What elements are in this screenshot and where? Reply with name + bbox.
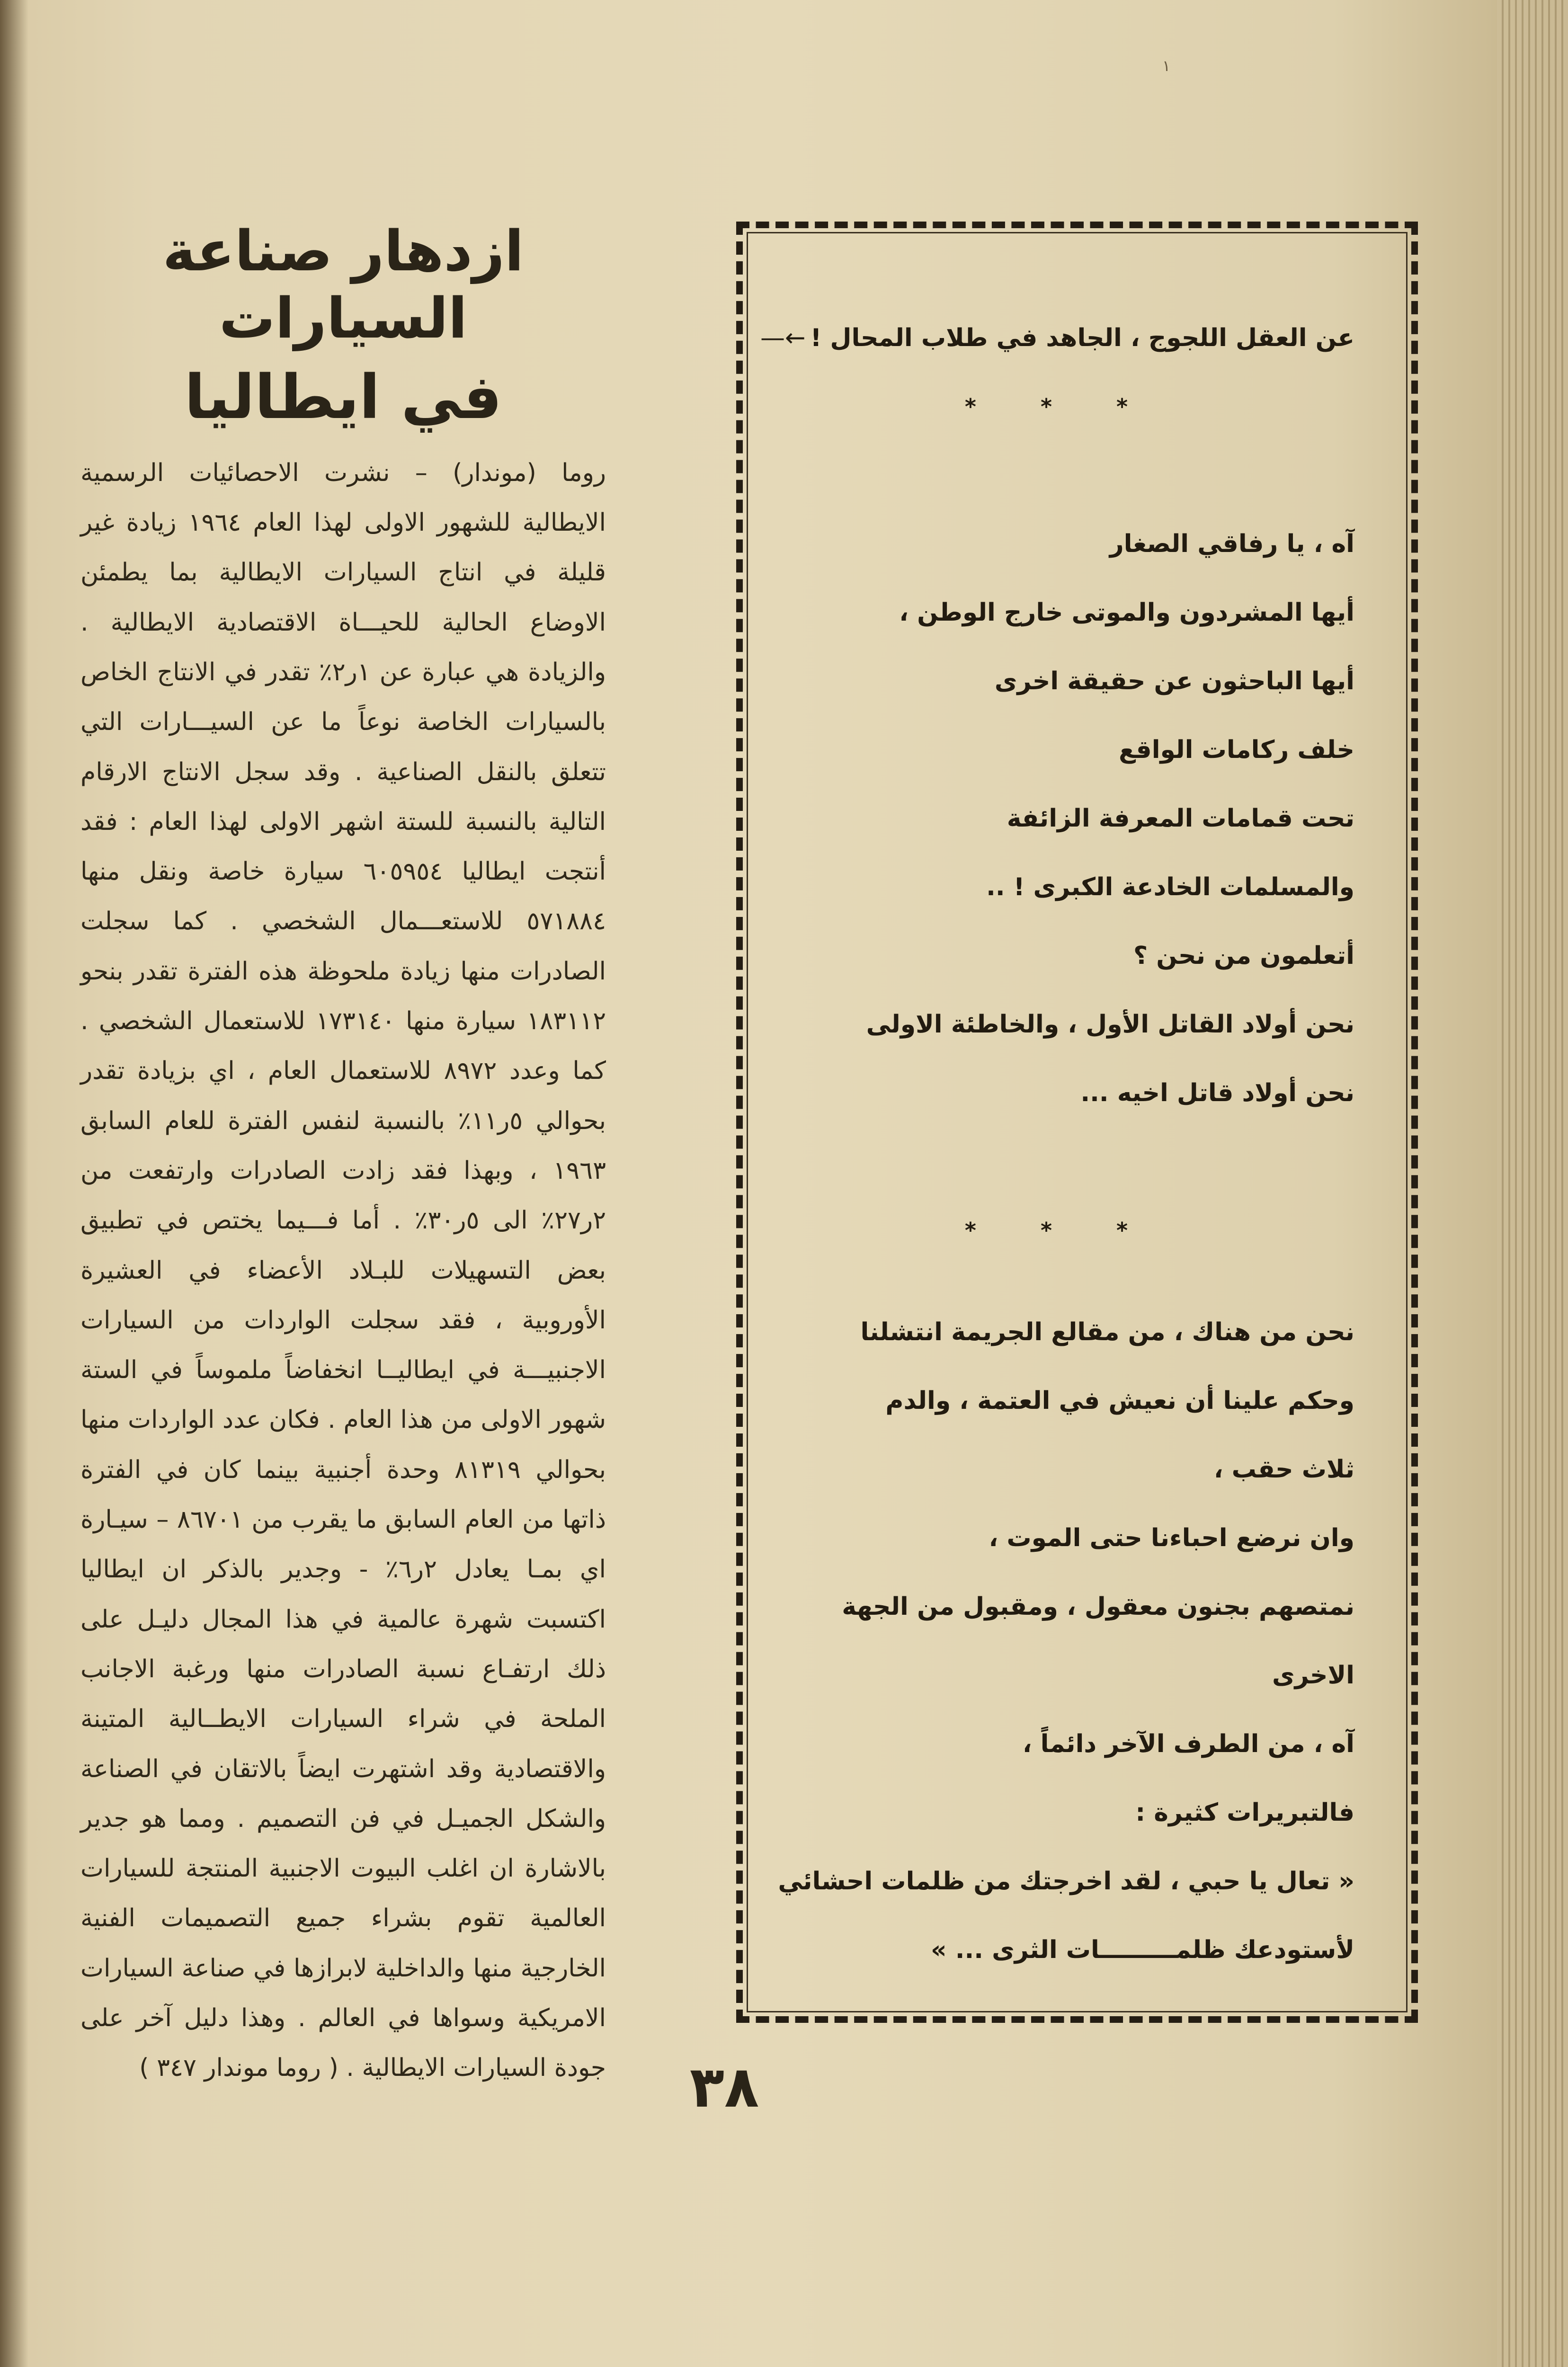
poem-intro-line — [760, 304, 1354, 373]
page-number: ٣٨ — [689, 2055, 759, 2120]
poem-line: نمتصهم بجنون معقول ، ومقبول من الجهة — [842, 1593, 1354, 1621]
poem-line: الاخرى — [1272, 1661, 1354, 1690]
poem — [760, 304, 1354, 1984]
arrow-icon: ←— — [760, 324, 806, 352]
poem-line: تحت قمامات المعرفة الزائفة — [1007, 804, 1354, 833]
poem-line: آه ، يا رفاقي الصغار — [1109, 530, 1354, 558]
poem-intro: عن العقل اللجوج ، الجاهد في طلاب المحال ! — [810, 324, 1354, 352]
article-column — [80, 218, 606, 2093]
binding-shadow — [0, 0, 28, 2367]
article-title-line1: ازدهار صناعة السيارات — [162, 218, 524, 351]
poem-line: ثلاث حقب ، — [1213, 1455, 1354, 1484]
poem-box — [736, 222, 1418, 2023]
poem-line: أيها الباحثون عن حقيقة اخرى — [994, 667, 1354, 695]
page-mark: ١ — [1162, 57, 1171, 75]
poem-line: لأستودعك ظلمـــــــــات الثرى ... » — [931, 1936, 1354, 1964]
poem-line: خلف ركامات الواقع — [1119, 736, 1354, 764]
spacer — [795, 441, 1354, 510]
poem-line: فالتبريرات كثيرة : — [1135, 1798, 1354, 1827]
poem-line: آه ، من الطرف الآخر دائماً ، — [1022, 1730, 1354, 1758]
spacer — [795, 1265, 1354, 1298]
poem-line: نحن أولاد قاتل اخيه ... — [1080, 1079, 1354, 1107]
poem-line: والمسلمات الخادعة الكبرى ! .. — [986, 873, 1354, 901]
stars-separator: * * * — [964, 1218, 1157, 1243]
stars-separator: * * * — [964, 394, 1157, 419]
page-edges — [1497, 0, 1568, 2367]
poem-line: أتعلمون من نحن ؟ — [1133, 942, 1354, 970]
poem-line: نحن أولاد القاتل الأول ، والخاطئة الاولى — [866, 1010, 1354, 1039]
article-body: روما (موندار) – نشرت الاحصائيات الرسمية الايطالية للشهور الاولى لهذا العام ١٩٦٤ زيادة غير قليلة في انتاج السيارات الايطالية بما يطمئن الاوضاع الحالية للحيـــاة الاقتصادية الايطالية . والزيادة هي عبارة عن ١ر٢٪ تقدر في الانتاج الخاص بالسيارات الخاصة نوعاً ما عن السيـــارات التي تتعلق بالنقل الصناعية . وقد سجل الانتاج الارقام التالية بالنسبة للستة اشهر الاولى لهذا العام : فقد أنتجت ايطاليا ٦٠٥٩٥٤ سيارة خاصة ونقل منها ٥٧١٨٨٤ للاستعـــمال الشخصي . كما سجلت الصادرات منها زيادة ملحوظة هذه الفترة تقدر بنحو ١٨٣١١٢ سيارة منها ١٧٣١٤٠ للاستعمال الشخصي . كما وعدد ٨٩٧٢ للاستعمال العام ، اي بزيادة تقدر بحوالي ٥ر١١٪ بالنسبة لنفس الفترة للعام السابق ١٩٦٣ ، وبهذا فقد زادت الصادرات وارتفعت من ٢ر٢٧٪ الى ٥ر٣٠٪ . أما فـــيما يختص في تطبيق بعض التسهيلات للبـلاد الأعضاء في العشيرة الأوروبية ، فقد سجلت الواردات من السيارات الاجنبيـــة في ايطاليــا انخفاضاً ملموساً في الستة شهور الاولى من هذا العام . فكان عدد الواردات منها بحوالي ٨١٣١٩ وحدة أجنبية بينما كان في الفترة ذاتها من العام السابق ما يقرب من ٨٦٧٠١ – سيـارة اي بمـا يعادل ٢ر٦٪ - وجدير بالذكر ان ايطاليا اكتسبت شهرة عالمية في هذا المجال دليـل على ذلك ارتفـاع نسبة الصادرات منها ورغبة الاجانب الملحة في شراء السيارات الايطــالية المتينة والاقتصادية وقد اشتهرت ايضاً بالاتقان في الصناعة والشكل الجميـل في فن التصميم . ومما هو جدير بالاشارة ان اغلب البيوت الاجنبية المنتجة للسيارات العالمية تقوم بشراء جميع التصميمات الفنية الخارجية منها والداخلية لابرازها في صناعة السيارات الامريكية وسواها في العالم . وهذا دليل آخر على جودة السيارات الايطالية . ( روما موندار ٣٤٧ ) — [80, 458, 606, 2082]
poem-line: وان نرضع احباءنا حتى الموت ، — [989, 1524, 1354, 1552]
article-title-line2: في ايطاليا — [184, 362, 502, 433]
poem-line: وحكم علينا أن نعيش في العتمة ، والدم — [885, 1387, 1354, 1415]
spacer — [795, 1128, 1354, 1196]
poem-line: أيها المشردون والموتى خارج الوطن ، — [899, 598, 1354, 627]
poem-line: « تعال يا حبي ، لقد اخرجتك من ظلمات احشائي — [778, 1867, 1354, 1895]
poem-line: نحن من هناك ، من مقالع الجريمة انتشلنا — [860, 1318, 1354, 1346]
